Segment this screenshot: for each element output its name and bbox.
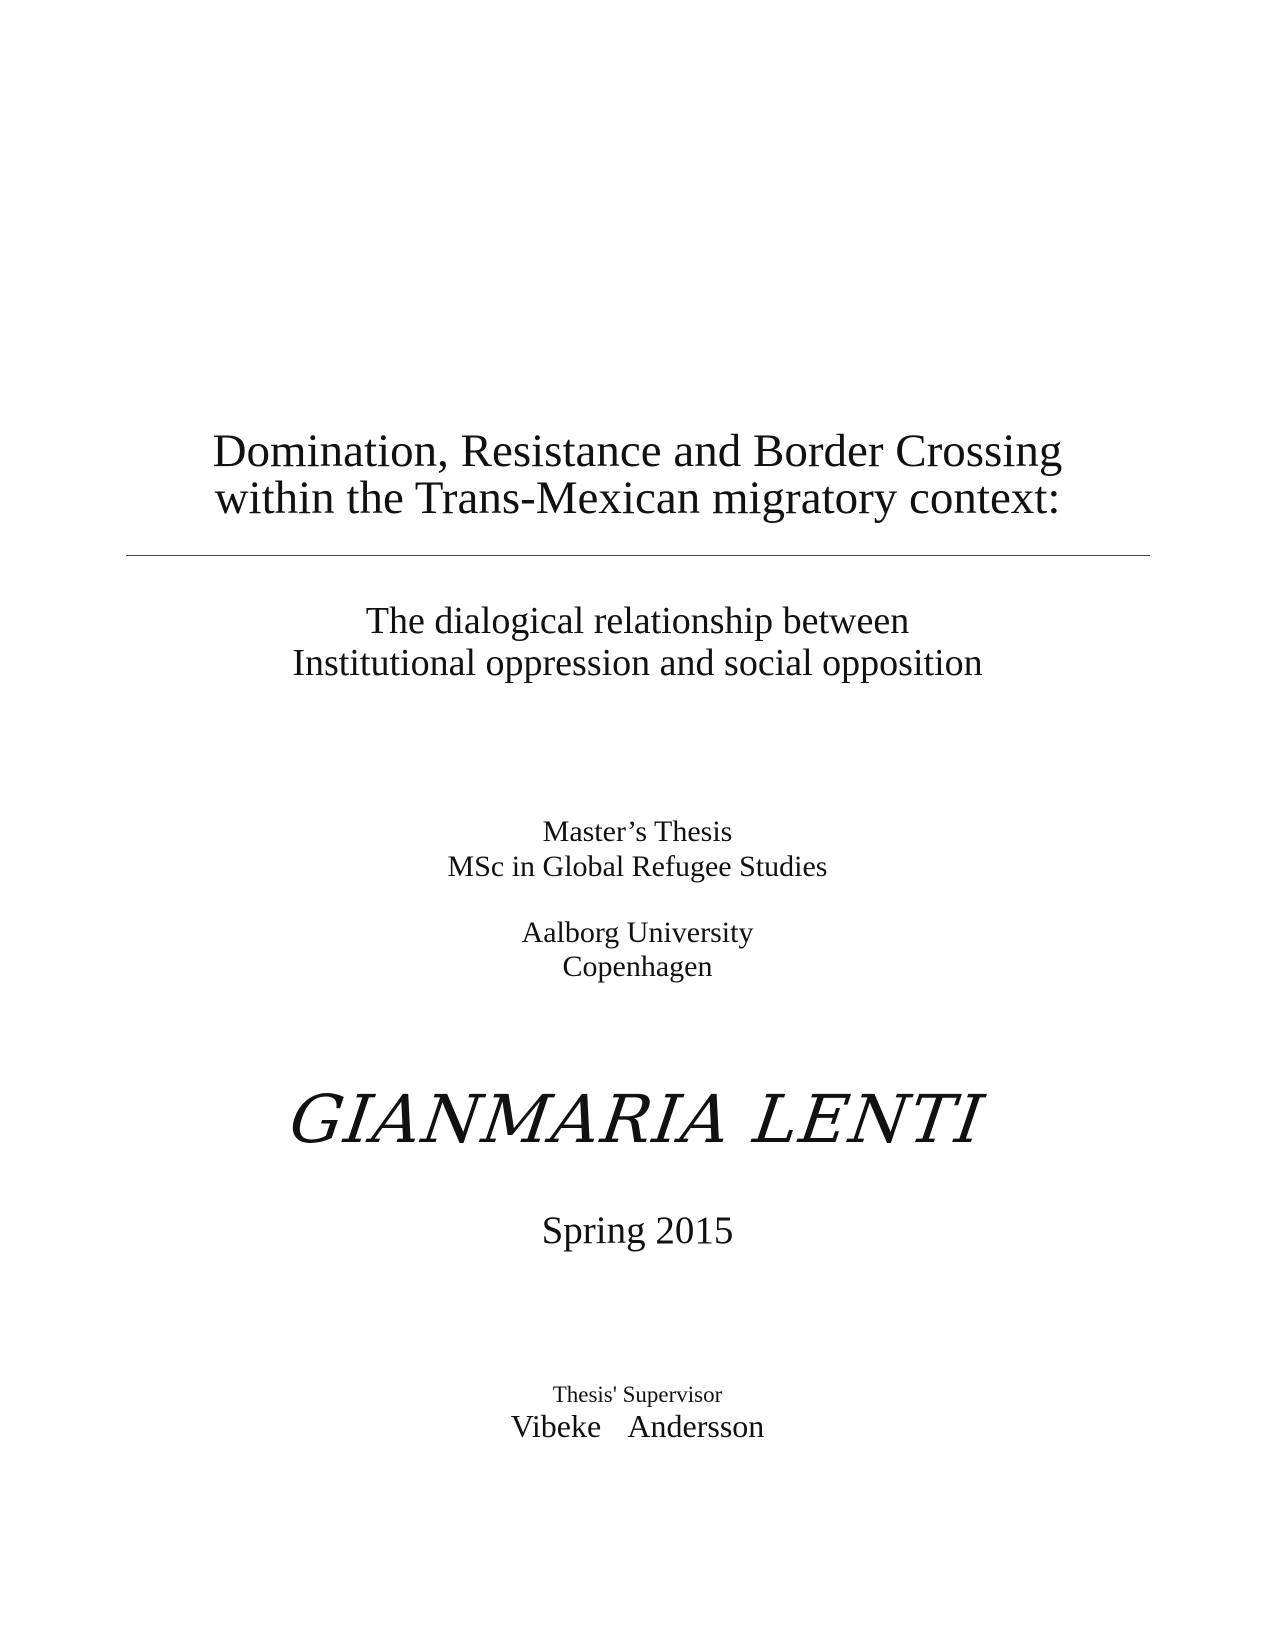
university-name: Aalborg University bbox=[521, 916, 754, 949]
author-name: GIANMARIA LENTI bbox=[285, 1081, 990, 1158]
campus-name: Copenhagen bbox=[562, 950, 713, 983]
title-divider bbox=[126, 555, 1150, 556]
thesis-title-line-2: within the Trans-Mexican migratory context: bbox=[214, 472, 1061, 524]
degree-program: MSc in Global Refugee Studies bbox=[447, 850, 828, 883]
supervisor-label: Thesis' Supervisor bbox=[552, 1382, 723, 1407]
degree-type: Master’s Thesis bbox=[542, 815, 733, 848]
submission-term: Spring 2015 bbox=[541, 1209, 734, 1252]
thesis-subtitle-line-2: Institutional oppression and social opposition bbox=[292, 642, 983, 684]
thesis-title-line-1: Domination, Resistance and Border Crossing bbox=[212, 425, 1063, 477]
thesis-subtitle-line-1: The dialogical relationship between bbox=[365, 600, 910, 642]
supervisor-name: Vibeke Andersson bbox=[510, 1408, 765, 1444]
